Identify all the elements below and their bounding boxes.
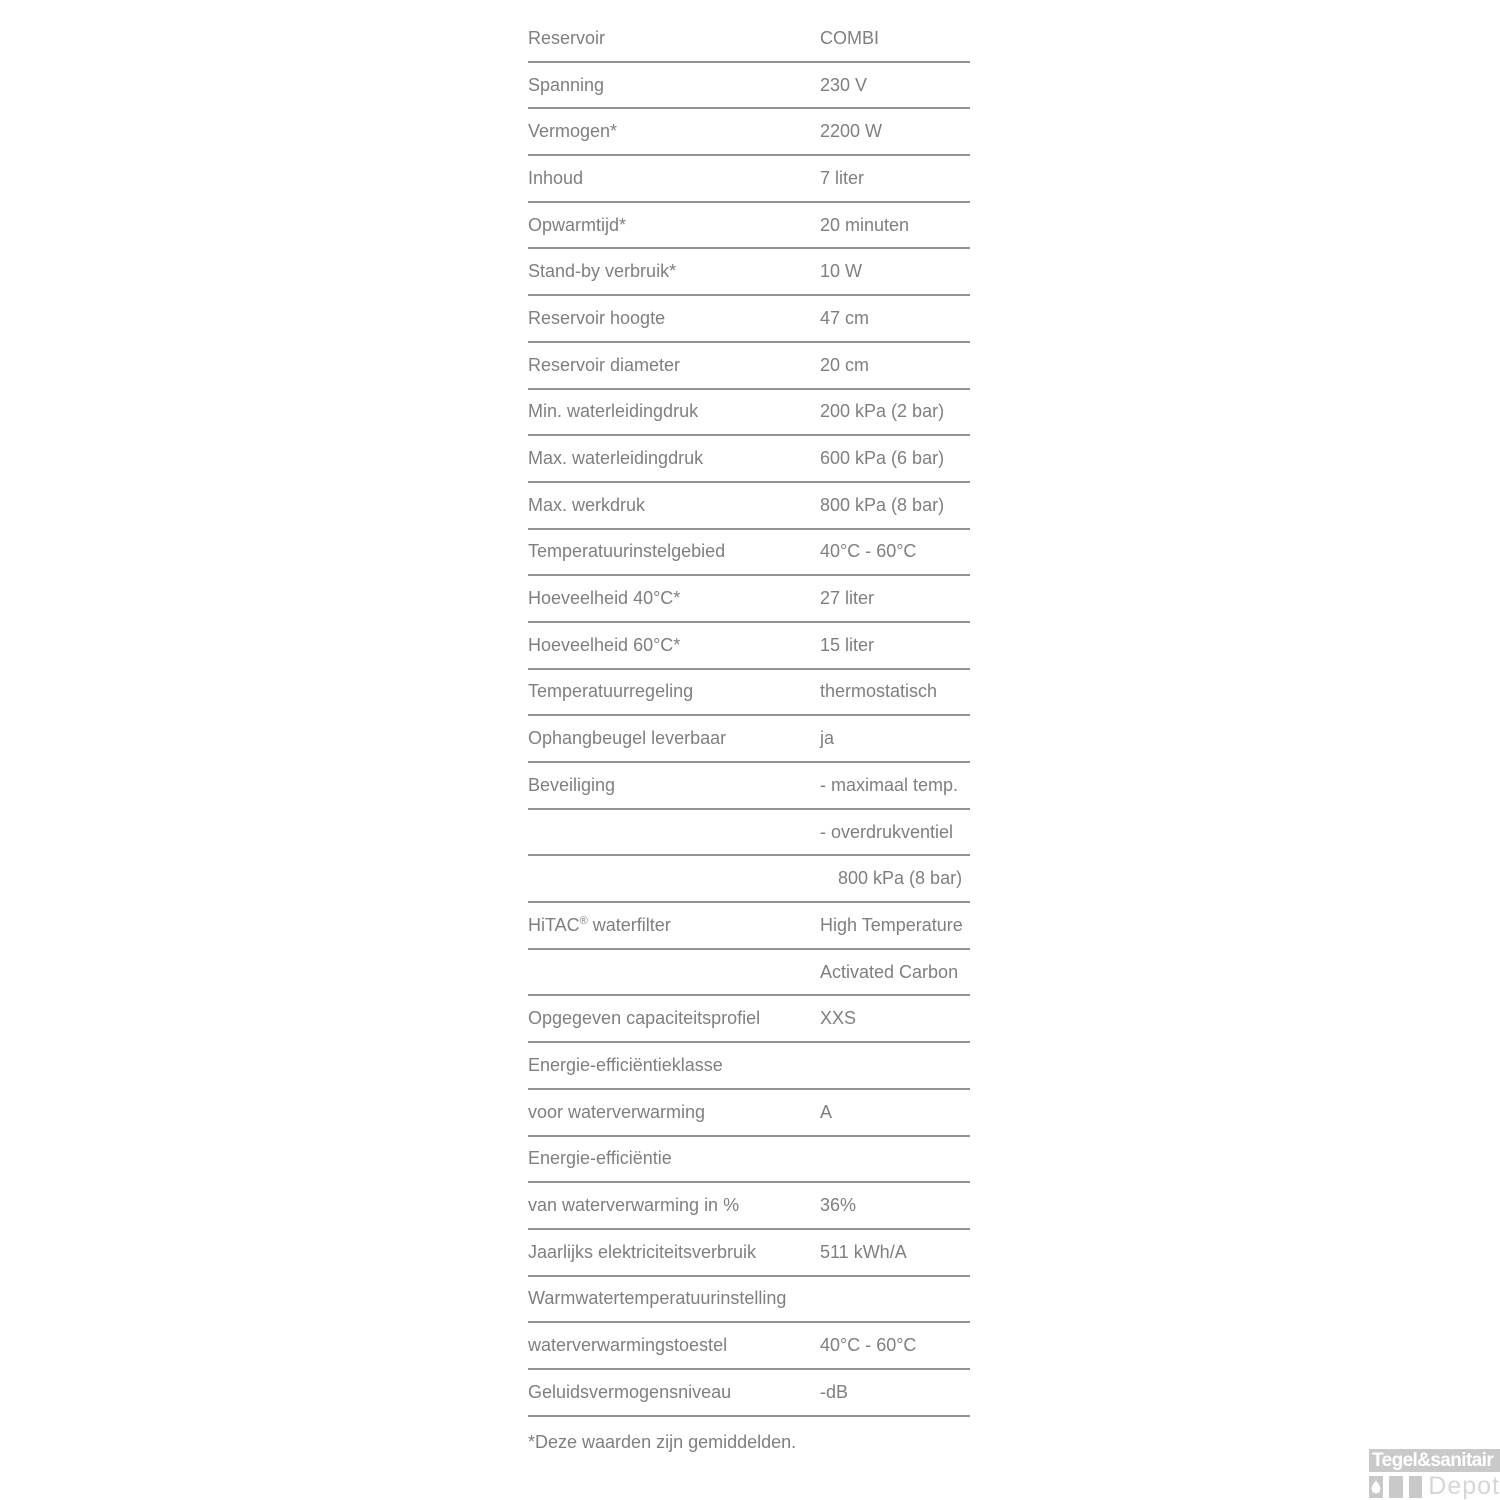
spec-value: 36% [820, 1195, 857, 1216]
spec-label: Hoeveelheid 60°C* [528, 634, 681, 655]
spec-label: Vermogen* [528, 121, 618, 142]
spec-row [528, 16, 970, 63]
spec-label: Spanning [528, 74, 605, 95]
brand-square-decoration [1389, 1476, 1403, 1498]
spec-row [528, 1183, 970, 1230]
spec-value: 600 kPa (6 bar) [820, 448, 945, 469]
spec-row [528, 343, 970, 390]
spec-row [528, 156, 970, 203]
spec-value: 800 kPa (8 bar) [820, 494, 945, 515]
spec-label: Stand-by verbruik* [528, 261, 677, 282]
spec-row [528, 763, 970, 810]
spec-label: Temperatuurregeling [528, 681, 694, 702]
spec-value: -dB [820, 1381, 849, 1402]
spec-row [528, 1277, 970, 1324]
footnote: *Deze waarden zijn gemiddelden. [528, 1432, 797, 1452]
registered-trademark-symbol: ® [579, 914, 588, 927]
spec-value: 800 kPa (8 bar) [838, 868, 963, 889]
spec-row [528, 996, 970, 1043]
spec-label: Energie-efficiëntieklasse [528, 1054, 723, 1075]
spec-row [528, 903, 970, 950]
spec-label: Energie-efficiëntie [528, 1148, 672, 1169]
spec-label-brand: HiTAC [528, 914, 580, 935]
spec-label: Opgegeven capaciteitsprofiel [528, 1008, 761, 1029]
brand-square-decoration [1409, 1476, 1423, 1498]
spec-value: 511 kWh/A [820, 1241, 907, 1262]
spec-row [528, 670, 970, 717]
spec-value: Activated Carbon [820, 961, 959, 982]
spec-row [528, 1090, 970, 1137]
spec-row [528, 1370, 970, 1417]
spec-row [528, 296, 970, 343]
watermark-brand-name: Tegel&sanitair [1369, 1449, 1500, 1472]
spec-row [528, 716, 970, 763]
spec-value: 40°C - 60°C [820, 1335, 917, 1356]
spec-value: 2200 W [820, 121, 883, 142]
spec-label: Temperatuurinstelgebied [528, 541, 726, 562]
spec-label: Beveiliging [528, 774, 616, 795]
spec-row [528, 576, 970, 623]
spec-label: Opwarmtijd* [528, 214, 627, 235]
spec-value: ja [820, 728, 835, 749]
spec-label: Reservoir [528, 27, 606, 48]
spec-row [528, 856, 970, 903]
spec-row [528, 203, 970, 250]
spec-value: 10 W [820, 261, 863, 282]
watermark-depot-label: Depot [1428, 1472, 1500, 1500]
spec-row [528, 1323, 970, 1370]
spec-value: 27 liter [820, 588, 875, 609]
spec-row [528, 530, 970, 577]
spec-value: 15 liter [820, 634, 875, 655]
spec-row [528, 1230, 970, 1277]
spec-value: XXS [820, 1008, 857, 1029]
spec-value: - maximaal temp. [820, 774, 959, 795]
spec-value: 40°C - 60°C [820, 541, 917, 562]
spec-value: 20 minuten [820, 214, 910, 235]
spec-value: - overdrukventiel [820, 821, 954, 842]
spec-label: Max. werkdruk [528, 494, 646, 515]
spec-label: Max. waterleidingdruk [528, 448, 704, 469]
spec-value: 20 cm [820, 354, 870, 375]
water-drop-icon [1369, 1476, 1383, 1498]
spec-label: Ophangbeugel leverbaar [528, 728, 727, 749]
spec-row [528, 1137, 970, 1184]
spec-row [528, 63, 970, 110]
spec-value: 200 kPa (2 bar) [820, 401, 945, 422]
spec-label: Hoeveelheid 40°C* [528, 588, 681, 609]
spec-value: thermostatisch [820, 681, 938, 702]
spec-row [528, 249, 970, 296]
spec-value: 230 V [820, 74, 868, 95]
spec-row [528, 390, 970, 437]
spec-value: COMBI [820, 27, 880, 48]
spec-value: 7 liter [820, 167, 865, 188]
spec-table [528, 16, 970, 1417]
spec-label: Reservoir hoogte [528, 307, 666, 328]
spec-label: Inhoud [528, 167, 584, 188]
spec-label: Reservoir diameter [528, 354, 681, 375]
spec-label: waterverwarmingstoestel [528, 1335, 728, 1356]
spec-row [528, 810, 970, 857]
spec-row [528, 950, 970, 997]
spec-label-rest: waterfilter [587, 914, 671, 935]
spec-row [528, 109, 970, 156]
spec-value: 47 cm [820, 307, 870, 328]
watermark-brand-row [1369, 1472, 1500, 1500]
spec-label: voor waterverwarming [528, 1101, 706, 1122]
spec-label: Geluidsvermogensniveau [528, 1381, 732, 1402]
spec-value: High Temperature [820, 914, 963, 935]
spec-label: van waterverwarming in % [528, 1195, 740, 1216]
spec-label: Jaarlijks elektriciteitsverbruik [528, 1241, 757, 1262]
spec-row [528, 436, 970, 483]
shop-watermark-logo [1369, 1449, 1500, 1498]
spec-value: A [820, 1101, 833, 1122]
spec-row [528, 623, 970, 670]
spec-label: Warmwatertemperatuurinstelling [528, 1288, 787, 1309]
spec-label: Min. waterleidingdruk [528, 401, 699, 422]
spec-label [528, 915, 820, 936]
spec-row [528, 1043, 970, 1090]
spec-row [528, 483, 970, 530]
